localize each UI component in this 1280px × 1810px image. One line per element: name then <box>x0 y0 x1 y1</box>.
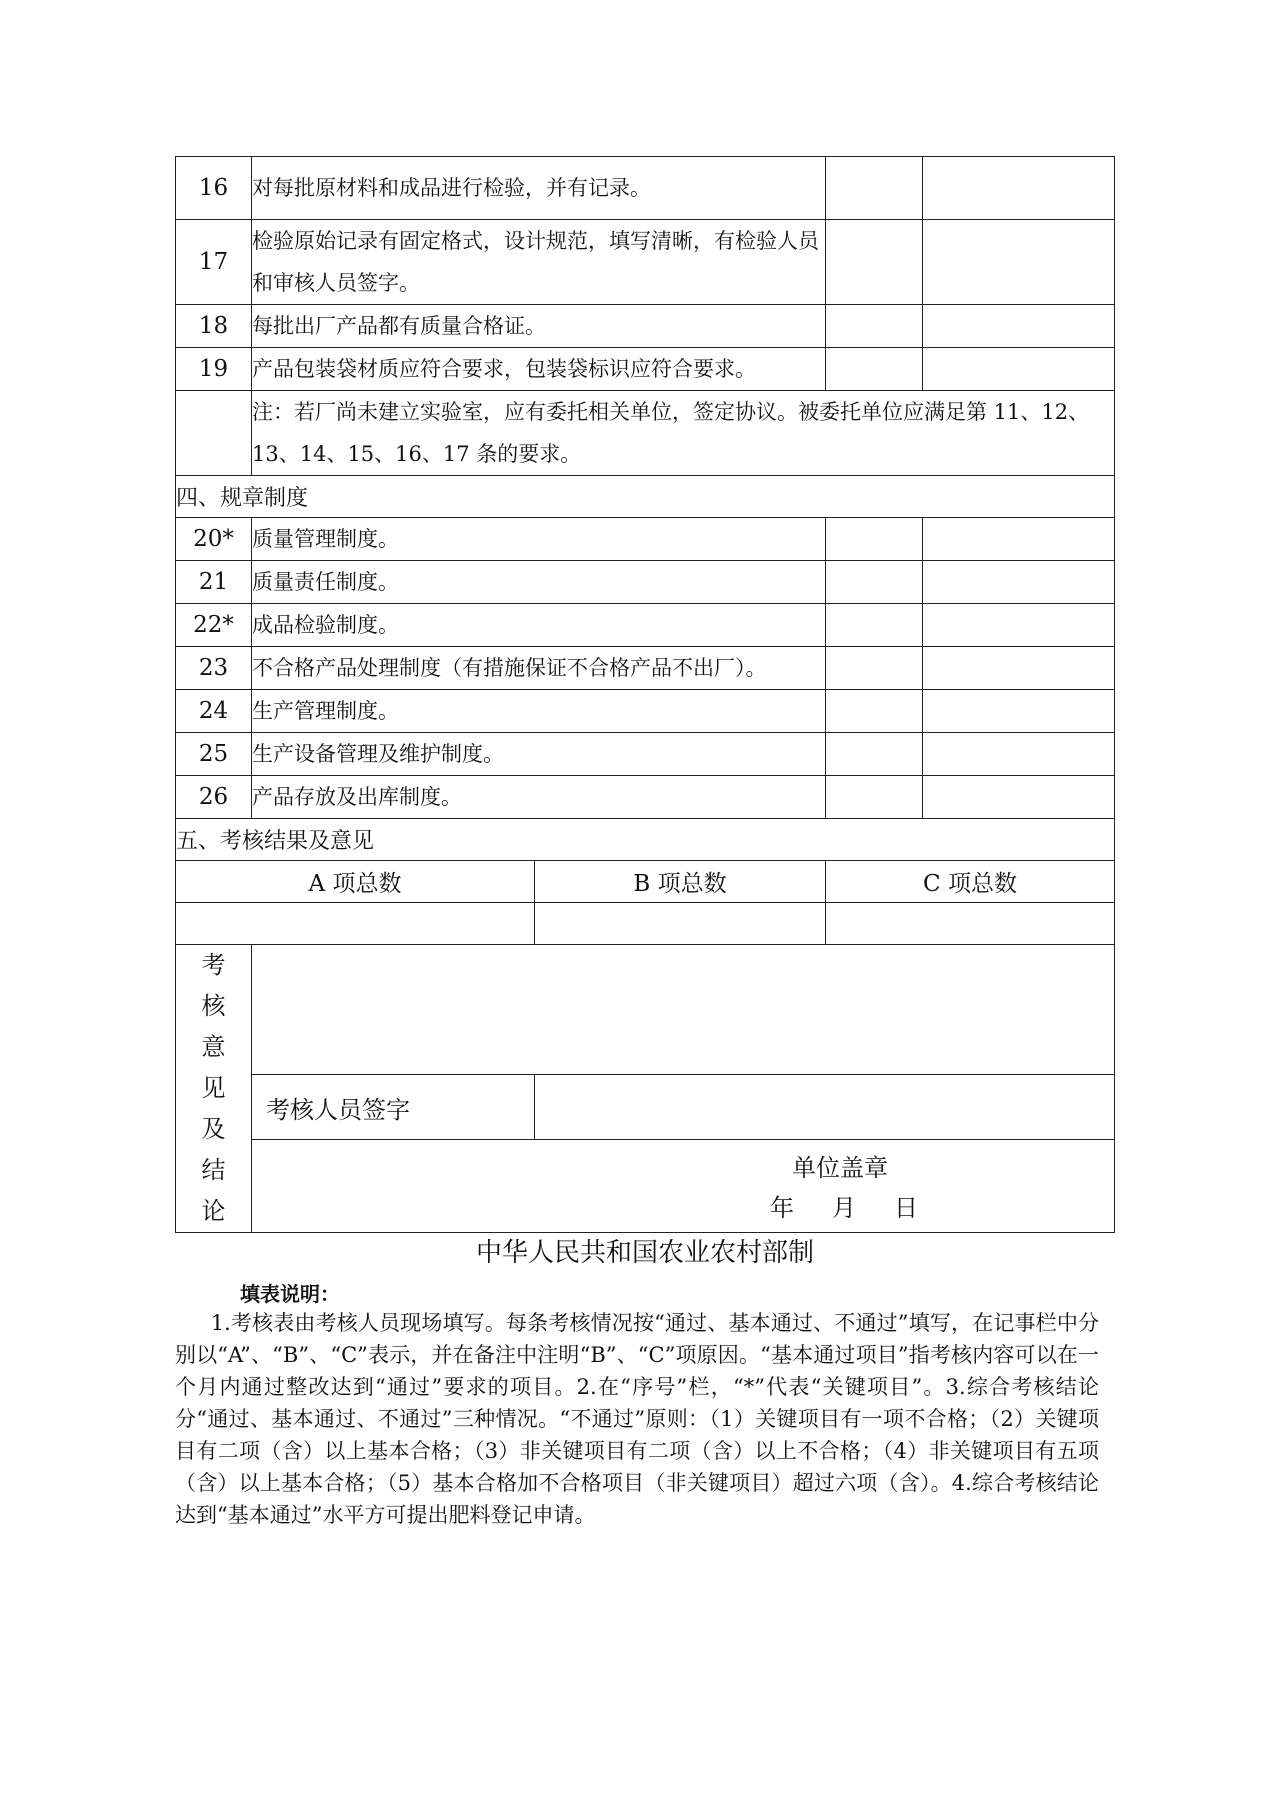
date-year: 年 <box>770 1194 794 1222</box>
row-item-text: 产品包装袋材质应符合要求，包装袋标识应符合要求。 <box>252 348 826 391</box>
remark-cell[interactable] <box>923 220 1115 305</box>
remark-cell[interactable] <box>923 561 1115 604</box>
notes-title: 填表说明： <box>240 1282 340 1306</box>
opinion-row <box>176 945 1115 1075</box>
signature-field[interactable] <box>535 1075 1115 1140</box>
row-number: 18 <box>176 305 252 348</box>
note-row <box>176 391 1115 476</box>
row-number: 19 <box>176 348 252 391</box>
remark-cell[interactable] <box>923 776 1115 819</box>
opinion-content[interactable] <box>252 945 1115 1075</box>
table-row <box>176 561 1115 604</box>
opinion-label-char: 见 <box>201 1074 226 1102</box>
table-row <box>176 305 1115 348</box>
section-title-results: 五、考核结果及意见 <box>176 819 1115 861</box>
row-item-text: 不合格产品处理制度（有措施保证不合格产品不出厂）。 <box>252 647 826 690</box>
row-item-text: 对每批原材料和成品进行检验，并有记录。 <box>252 157 826 220</box>
date-month: 月 <box>832 1194 856 1222</box>
table-row <box>176 157 1115 220</box>
row-number: 25 <box>176 733 252 776</box>
remark-cell[interactable] <box>923 647 1115 690</box>
row-item-text: 生产管理制度。 <box>252 690 826 733</box>
signature-label: 考核人员签字 <box>252 1075 535 1140</box>
signature-row <box>176 1075 1115 1140</box>
record-cell[interactable] <box>826 157 923 220</box>
totals-value-row <box>176 903 1115 945</box>
record-cell[interactable] <box>826 305 923 348</box>
opinion-label-cell <box>176 945 252 1233</box>
row-item-text: 质量管理制度。 <box>252 518 826 561</box>
row-number: 24 <box>176 690 252 733</box>
remark-cell[interactable] <box>923 604 1115 647</box>
date-day: 日 <box>894 1194 918 1222</box>
notes-body: 1.考核表由考核人员现场填写。每条考核情况按“通过、基本通过、不通过”填写，在记事栏中分别以“A”、“B”、“C”表示，并在备注中注明“B”、“C”项原因。“基本通过项目”指考核内容可以在一个月内通过整改达到“通过”要求的项目。2.在“序号”栏，“*”代表“关键项目”。3.综合考核结论分“通过、基本通过、不通过”三种情况。“不通过”原则：（1）关键项目有一项不合格；（2）关键项目有二项（含）以上基本合格；（3）非关键项目有二项（含）以上不合格；（4）非关键项目有五项（含）以上基本合格；（5）基本合格加不合格项目（非关键项目）超过六项（含）。4.综合考核结论达到“基本通过”水平方可提出肥料登记申请。 <box>175 1311 1099 1527</box>
seal-cell <box>252 1140 1115 1233</box>
row-item-text: 质量责任制度。 <box>252 561 826 604</box>
note-number-cell <box>176 391 252 476</box>
row-item-text: 每批出厂产品都有质量合格证。 <box>252 305 826 348</box>
table-row <box>176 647 1115 690</box>
opinion-label-char: 结 <box>201 1156 226 1184</box>
row-item-text: 产品存放及出库制度。 <box>252 776 826 819</box>
seal-row <box>176 1140 1115 1233</box>
opinion-label-char: 考 <box>201 951 226 979</box>
table-row <box>176 733 1115 776</box>
remark-cell[interactable] <box>923 733 1115 776</box>
opinion-label-char: 核 <box>201 992 226 1020</box>
record-cell[interactable] <box>826 220 923 305</box>
c-total-header: C 项总数 <box>826 861 1115 903</box>
table-row <box>176 604 1115 647</box>
a-total-header: A 项总数 <box>176 861 535 903</box>
section-title-rules: 四、规章制度 <box>176 476 1115 518</box>
b-total-value[interactable] <box>535 903 826 945</box>
row-number: 23 <box>176 647 252 690</box>
remark-cell[interactable] <box>923 690 1115 733</box>
table-row <box>176 348 1115 391</box>
row-item-text: 生产设备管理及维护制度。 <box>252 733 826 776</box>
record-cell[interactable] <box>826 604 923 647</box>
totals-header-row <box>176 861 1115 903</box>
record-cell[interactable] <box>826 733 923 776</box>
opinion-label-char: 意 <box>201 1033 226 1061</box>
b-total-header: B 项总数 <box>535 861 826 903</box>
section-row <box>176 476 1115 518</box>
a-total-value[interactable] <box>176 903 535 945</box>
row-number: 16 <box>176 157 252 220</box>
record-cell[interactable] <box>826 561 923 604</box>
row-number: 21 <box>176 561 252 604</box>
remark-cell[interactable] <box>923 348 1115 391</box>
remark-cell[interactable] <box>923 305 1115 348</box>
record-cell[interactable] <box>826 776 923 819</box>
remark-cell[interactable] <box>923 518 1115 561</box>
record-cell[interactable] <box>826 348 923 391</box>
row-number: 26 <box>176 776 252 819</box>
opinion-label <box>176 945 251 1232</box>
row-item-text: 检验原始记录有固定格式，设计规范，填写清晰，有检验人员和审核人员签字。 <box>252 220 826 305</box>
row-number: 22* <box>176 604 252 647</box>
note-text: 注：若厂尚未建立实验室，应有委托相关单位，签定协议。被委托单位应满足第 11、12、13、14、15、16、17 条的要求。 <box>252 391 1115 476</box>
seal-label: 单位盖章 <box>792 1154 888 1182</box>
section-row <box>176 819 1115 861</box>
date-line <box>770 1188 956 1228</box>
row-item-text: 成品检验制度。 <box>252 604 826 647</box>
record-cell[interactable] <box>826 518 923 561</box>
issuer-line: 中华人民共和国农业农村部制 <box>475 1238 814 1268</box>
table-row <box>176 690 1115 733</box>
table-row <box>176 776 1115 819</box>
assessment-table <box>175 156 1115 1233</box>
record-cell[interactable] <box>826 647 923 690</box>
table-row <box>176 518 1115 561</box>
remark-cell[interactable] <box>923 157 1115 220</box>
opinion-label-char: 及 <box>201 1115 226 1143</box>
table-row <box>176 220 1115 305</box>
c-total-value[interactable] <box>826 903 1115 945</box>
row-number: 20* <box>176 518 252 561</box>
record-cell[interactable] <box>826 690 923 733</box>
opinion-label-char: 论 <box>201 1197 226 1225</box>
row-number: 17 <box>176 220 252 305</box>
